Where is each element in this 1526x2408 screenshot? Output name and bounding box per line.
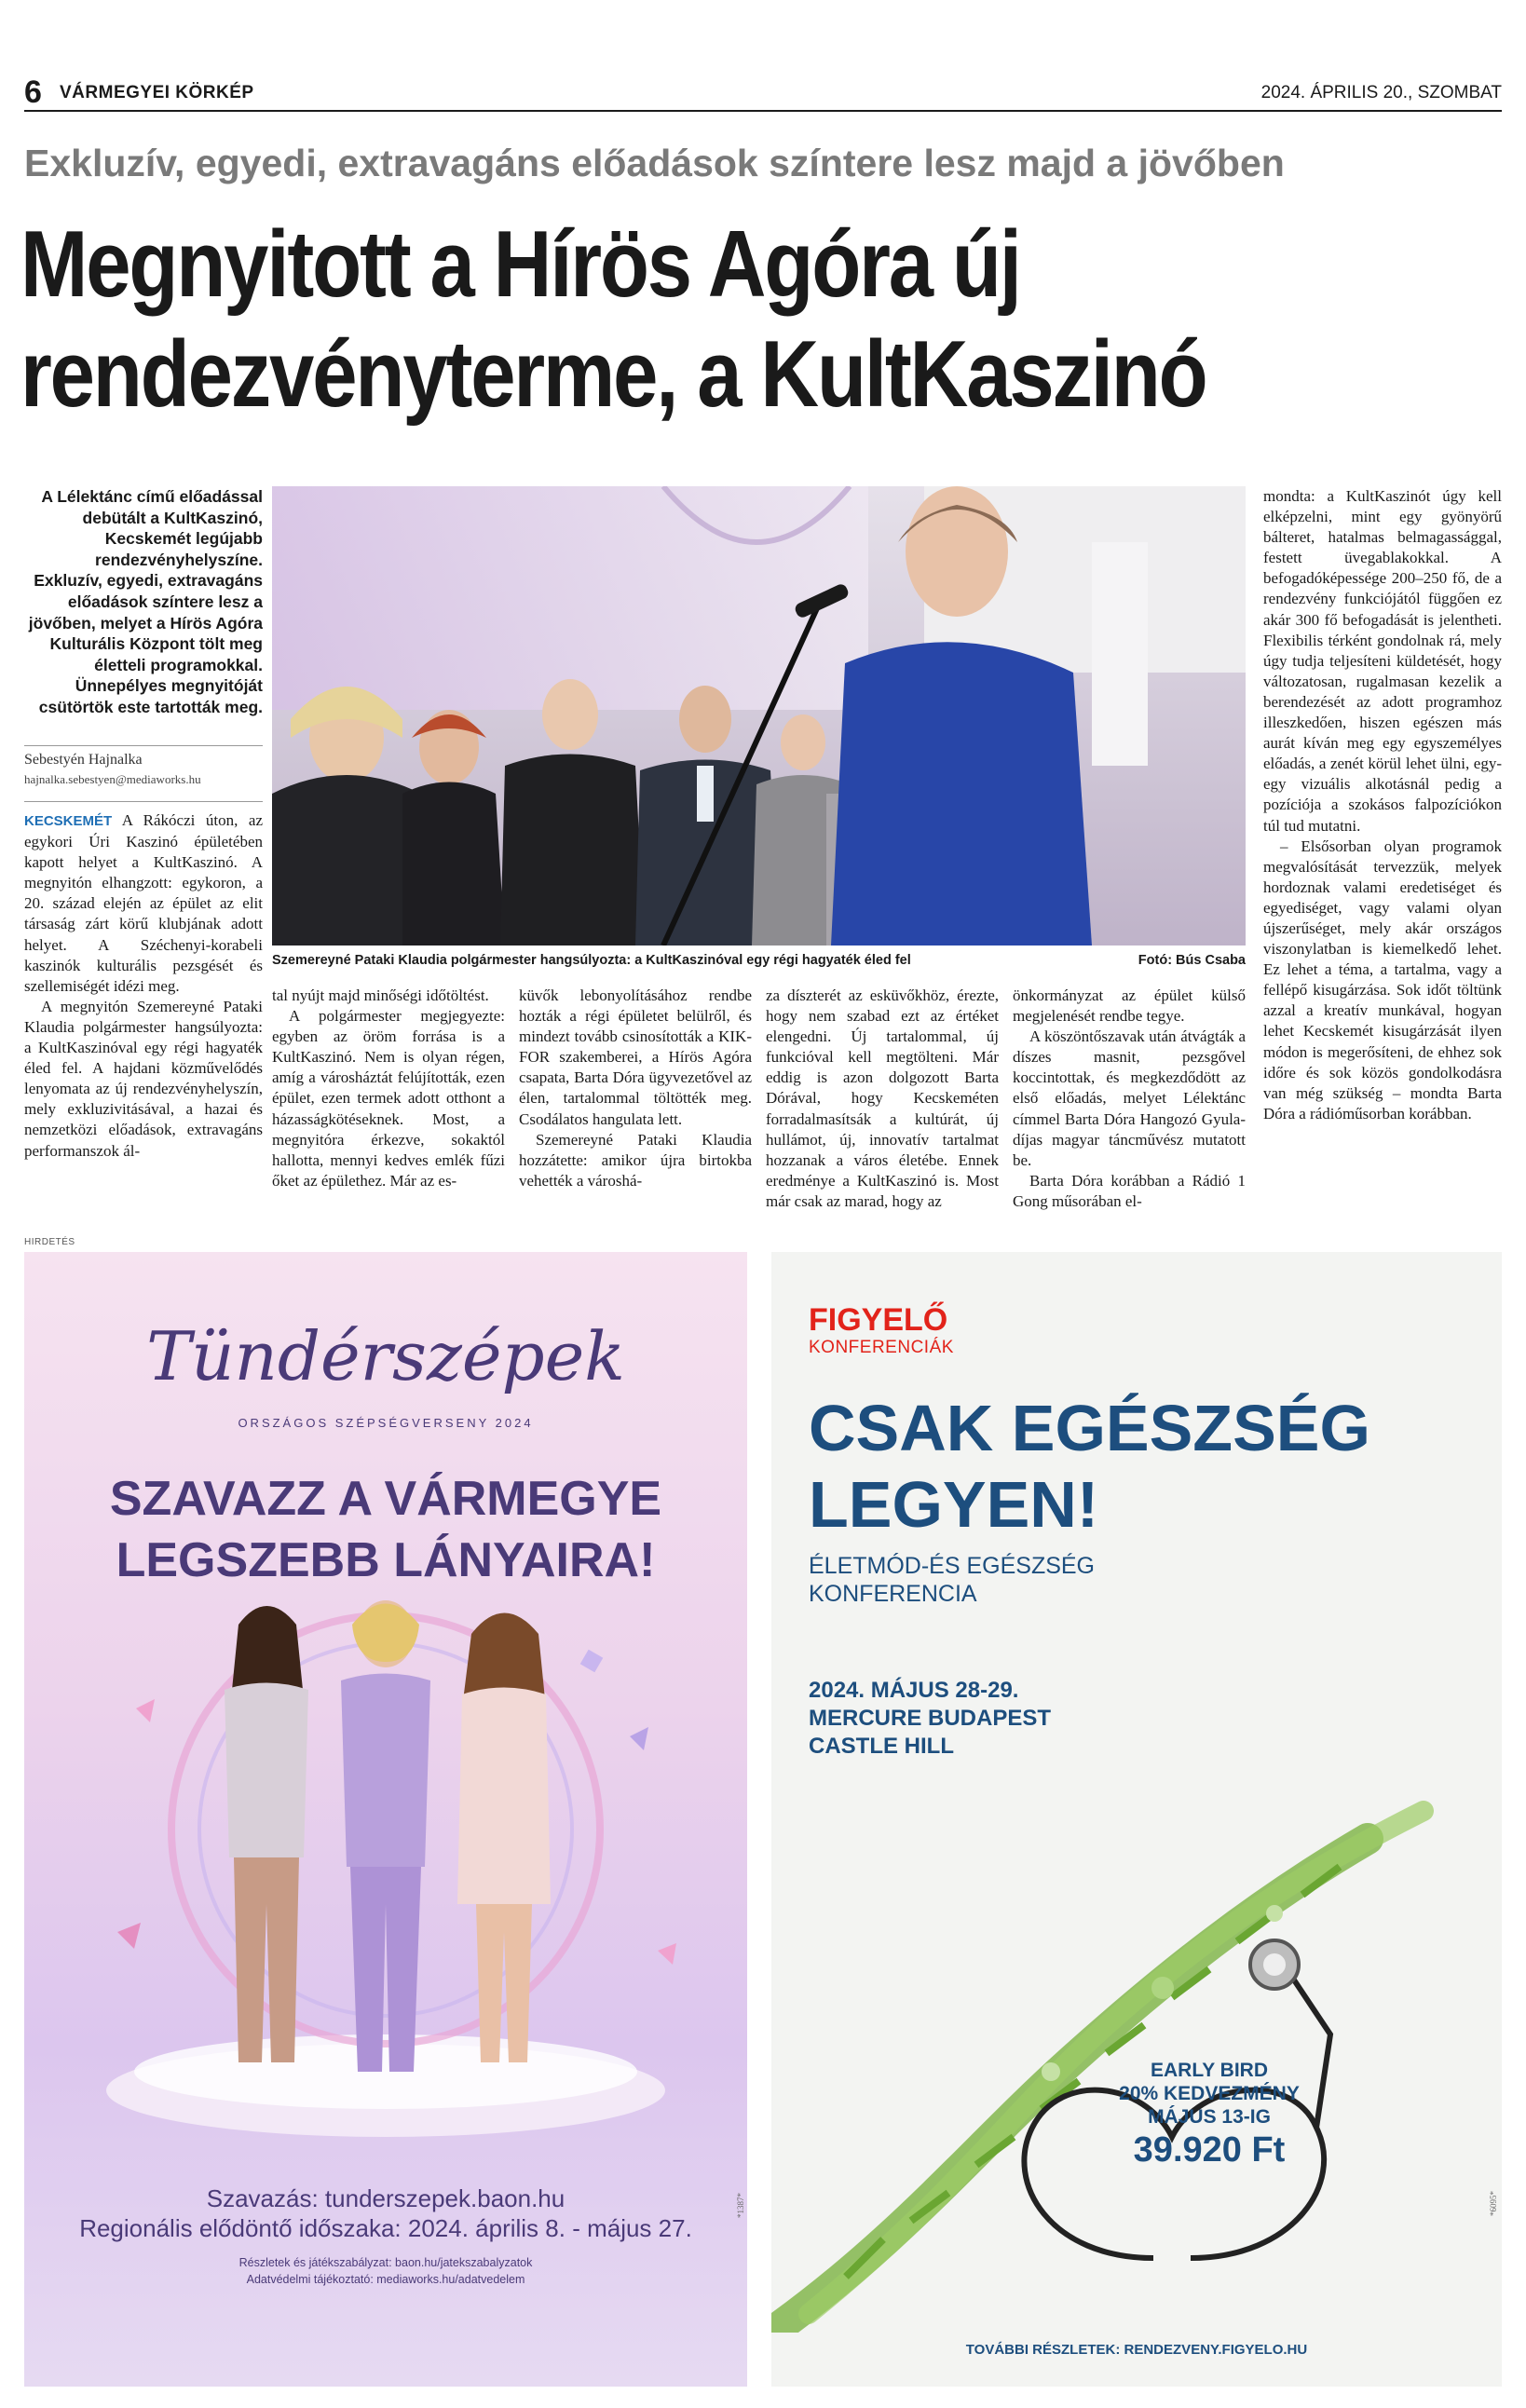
ad-headline: SZAVAZZ A VÁRMEGYE LEGSZEBB LÁNYAIRA! bbox=[109, 1472, 662, 1587]
ad-subtitle: ÉLETMÓD-ÉS EGÉSZSÉG KONFERENCIA bbox=[809, 1553, 1096, 1607]
paragraph: za díszterét az esküvőkhöz, érezte, hogy nem szabad ezt az értéket elengedni. Új tartalommal, új funkcióval kell megtölteni. Már eddig is azon dolgozott Barta Dórával, hogy Kecskeméten forradalmasítsák a kultúrát, új hullámot, új, innovatív tartalmat hozzanak a város életébe. Ennek eredménye a KultKaszinó is. Most már csak az marad, hogy az bbox=[766, 986, 999, 1210]
voting-info bbox=[24, 2184, 747, 2243]
dna-leaves-illustration bbox=[771, 1755, 1502, 2333]
beauty-contest-ad[interactable] bbox=[24, 1252, 747, 2387]
contestants-illustration bbox=[24, 1597, 747, 2174]
vote-url[interactable]: Szavazás: tunderszepek.baon.hu bbox=[206, 2184, 565, 2212]
article-column-5 bbox=[1013, 986, 1246, 1212]
paragraph: önkormányzat az épület külső megjelenését rendbe tegye. bbox=[1013, 986, 1246, 1026]
ad-fine-print: Részletek és játékszabályzat: baon.hu/jatekszabalyzatok Adatvédelmi tájékoztató: mediaworks.hu/adatvedelem bbox=[238, 2256, 533, 2286]
paragraph: A polgármester megjegyezte: egyben az öröm forrása is a KultKaszinó. Nem is olyan régen, amíg a városháztát felújították, ezen épület, ezen termek adott otthont a házasságkötéseknek. Most, a megnyitóra érkezve, sokaktól hallotta, mennyi kedves emlék fűzi őket az épülethez. Már az es- bbox=[272, 1007, 505, 1190]
paragraph: KECSKEMÉT A Rákóczi úton, az egykori Úri Kaszinó épületében kapott helyet a KultKaszinó. A megnyitón elhangzott: egykoron, a 20. század elején az épület az elit társaság zárt körű klubjának adott helyet. A Széchenyi-korabeli kaszinók kulturális pezsgését és szellemiségét idézi meg. bbox=[24, 811, 263, 995]
article-kicker: Exkluzív, egyedi, extravagáns előadások színtere lesz majd a jövőben bbox=[24, 142, 1285, 184]
paragraph: tal nyújt majd minőségi időtöltést. bbox=[272, 986, 489, 1004]
page-number: 6 bbox=[24, 75, 42, 110]
article-column-4 bbox=[766, 986, 999, 1212]
ad-label: HIRDETÉS bbox=[24, 1237, 75, 1247]
ad-logo: Tündérszépek bbox=[146, 1317, 625, 1395]
article-headline bbox=[20, 210, 1302, 429]
paragraph: Barta Dóra korábban a Rádió 1 Gong műsorában el- bbox=[1013, 1171, 1246, 1210]
paragraph: Szemereyné Pataki Klaudia hozzátette: amikor újra birtokba vehették a városhá- bbox=[519, 1130, 752, 1190]
section-title: VÁRMEGYEI KÖRKÉP bbox=[60, 83, 254, 102]
ad-code: *1387* bbox=[736, 2193, 745, 2218]
headline-line-2: rendezvényterme, a KultKaszinó bbox=[20, 322, 1206, 427]
vote-period: Regionális elődöntő időszaka: 2024. április 8. - május 27. bbox=[79, 2214, 692, 2242]
issue-date: 2024. ÁPRILIS 20., SZOMBAT bbox=[1260, 83, 1502, 102]
page-header bbox=[24, 75, 1502, 112]
paragraph: küvők lebonyolításához rendbe hozták a régi épületet belülről, és mindezt tovább csinosították a KIK-FOR szakemberei, a Hírös Agóra csapata, Barta Dóra ügyvezetővel az élen, tartalommal töltötték meg. Csodálatos hangulata lett. bbox=[519, 986, 752, 1128]
article-column-2 bbox=[272, 986, 505, 1191]
ad-headline: CSAK EGÉSZSÉG LEGYEN! bbox=[809, 1392, 1370, 1541]
article-column-6 bbox=[1263, 486, 1502, 1124]
article-column-3 bbox=[519, 986, 752, 1191]
byline bbox=[24, 745, 263, 787]
brand-subtitle: KONFERENCIÁK bbox=[809, 1338, 954, 1357]
caption-text: Szemereyné Pataki Klaudia polgármester hangsúlyozta: a KultKaszinóval egy régi hagyaték éled fel bbox=[272, 953, 911, 968]
article-lead: A Lélektánc című előadással debütált a KultKaszinó, Kecskemét legújabb rendezvényhelyszíne. Exkluzív, egyedi, extravagáns előadások színtere lesz a jövőben, melyet a Hírös Agóra Kulturális Központ tölt meg életteli programokkal. Ünnepélyes megnyitóját csütörtök este tartották meg. bbox=[28, 487, 263, 716]
ticket-price: 39.920 Ft bbox=[1133, 2130, 1286, 2170]
paragraph: mondta: a KultKaszinót úgy kell elképzelni, mint egy gyönyörű bálteret, hatalmas belmagassággal, festett üvegablakokkal. A befogadóképessége 200–250 fő, de a rendezvény funkciójától függően ez akár 300 fő befogadását is jelentheti. Flexibilis térként gondolnak rá, mely úgy tudja teljesíteni küldetését, hogy változatosan, rugalmasan kezelik a berendezését az adott programhoz illeszkedően, hiszen egészen más aurát kíván meg egy egyszemélyes előadás, a zenét körül lehet ülni, egy-egy vizuális alkotásnál pedig a pozíciója a szokásos falpozíciókon túl tud mutatni. bbox=[1263, 487, 1502, 835]
early-bird-offer: EARLY BIRD 20% KEDVEZMÉNY MÁJUS 13-IG 39.920 Ft bbox=[1088, 2059, 1330, 2171]
ad-code: *6095* bbox=[1489, 2191, 1498, 2216]
photo-credit: Fotó: Bús Csaba bbox=[1138, 953, 1246, 968]
conference-ad[interactable] bbox=[771, 1252, 1502, 2387]
more-info-link[interactable]: TOVÁBBI RÉSZLETEK: RENDEZVENY.FIGYELO.HU bbox=[965, 2342, 1308, 2358]
author-name: Sebestyén Hajnalka bbox=[24, 752, 143, 768]
article-column-1 bbox=[24, 810, 263, 1162]
paragraph: A köszöntőszavak után átvágták a díszes masnit, pezsgővel koccintottak, és megkezdődött az első előadás, melyet Lélektánc címmel Barta Dóra Hangozó Gyula-díjas magyar táncművész mutatott be. bbox=[1013, 1027, 1246, 1169]
author-email[interactable]: hajnalka.sebestyen@mediaworks.hu bbox=[24, 772, 201, 786]
paragraph: – Elsősorban olyan programok megvalósítását tervezzük, melyek hordoznak valami eredetiséget és egyediséget, vagy valami olyan újszerűséget, mely akár országos viszonylatban is kiemelkedő lehet. Ez lehet a téma, a tartalma, vagy a fellépő kisugárzása. Sok időt töltünk azzal a kreatív munkával, hogyan lehet Kecskemét kisugárzását ilyen módon is megerősíteni, de ehhez sok időre és sok közös gondolkodásra van még szükség – mondta Barta Dóra a rádióműsorban korábban. bbox=[1263, 837, 1502, 1122]
brand-logo: FIGYELŐ bbox=[809, 1302, 948, 1338]
ad-logo-subtitle: ORSZÁGOS SZÉPSÉGVERSENY 2024 bbox=[238, 1416, 534, 1430]
paragraph: A megnyitón Szemereyné Pataki Klaudia polgármester hangsúlyozta: a KultKaszinóval egy régi hagyaték éled fel. A hajdani közművelődés lenyomata az új rendezvényhelyszín, mely exkluzivitásával, a hazai és nemzetközi előadások, extravagáns performanszok ál- bbox=[24, 997, 263, 1160]
dateline: KECSKEMÉT bbox=[24, 813, 113, 829]
event-details: 2024. MÁJUS 28-29. MERCURE BUDAPEST CASTLE HILL bbox=[809, 1678, 1052, 1759]
article-photo bbox=[272, 486, 1246, 946]
byline-divider bbox=[24, 801, 263, 802]
headline-line-1: Megnyitott a Hírös Agóra új bbox=[20, 212, 1020, 317]
photo-caption bbox=[272, 953, 1246, 968]
